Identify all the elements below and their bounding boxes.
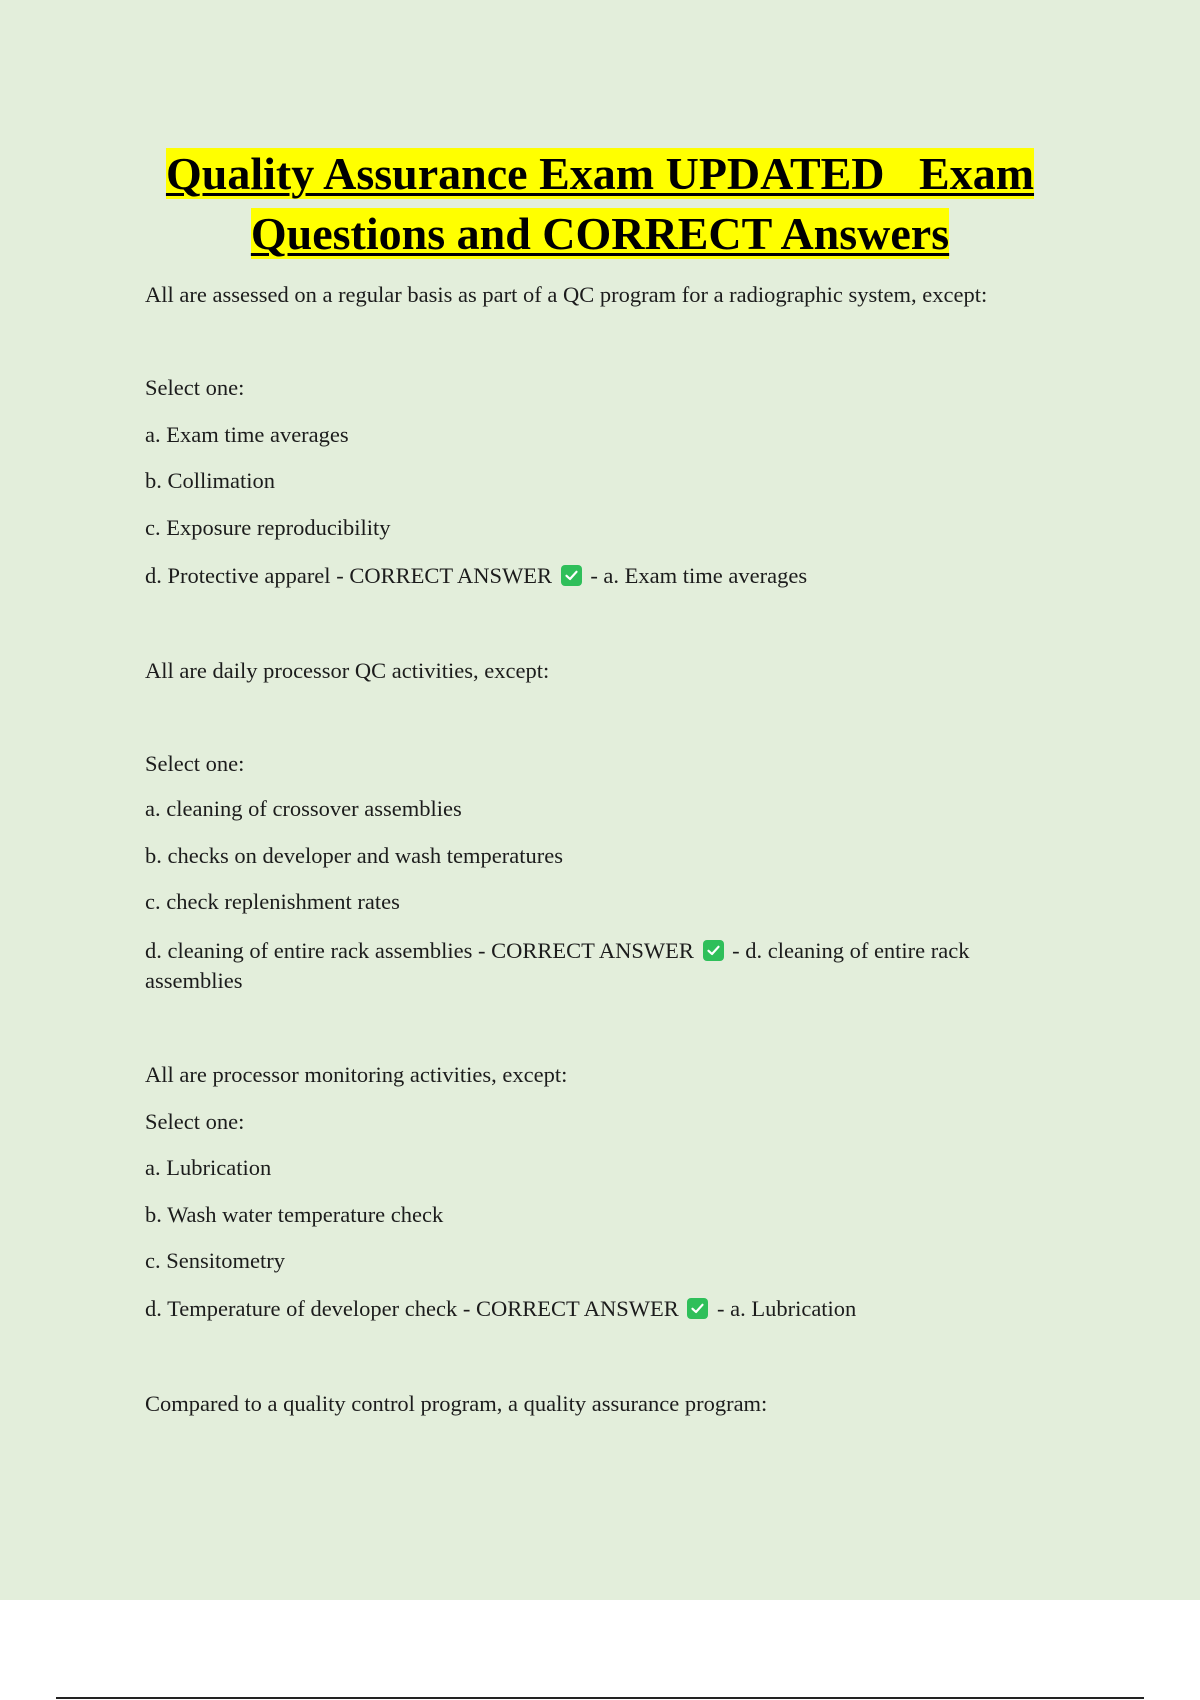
question-1-option-d: d. Protective apparel - CORRECT ANSWER - a. Exam time averages — [145, 563, 808, 588]
question-2-option-b: b. checks on developer and wash temperatures — [145, 843, 563, 868]
question-2-option-c: c. check replenishment rates — [145, 889, 400, 914]
question-3-option-c: c. Sensitometry — [145, 1248, 285, 1273]
check-mark-icon — [703, 940, 724, 961]
question-1-prompt: All are assessed on a regular basis as part of a QC program for a radiographic system, except: — [145, 282, 988, 307]
check-mark-icon — [687, 1298, 708, 1319]
question-2-select-label: Select one: — [145, 751, 245, 776]
question-3-option-a: a. Lubrication — [145, 1155, 272, 1180]
correct-answer-label: CORRECT ANSWER — [475, 1296, 679, 1321]
question-2-prompt: All are daily processor QC activities, except: — [145, 658, 550, 683]
question-2-answer: - d. cleaning of entire rack — [732, 938, 970, 963]
question-1-option-c: c. Exposure reproducibility — [145, 515, 391, 540]
question-2-answer-continued: assemblies — [145, 968, 243, 993]
question-3-select-label: Select one: — [145, 1109, 245, 1134]
question-2-option-a: a. cleaning of crossover assemblies — [145, 796, 462, 821]
question-3-answer: - a. Lubrication — [716, 1296, 857, 1321]
question-2-option-d: d. cleaning of entire rack assemblies - CORRECT ANSWER - d. cleaning of entire rack — [145, 938, 970, 963]
question-2-option-d-text: d. cleaning of entire rack assemblies — [145, 938, 473, 963]
title-line-1: Quality Assurance Exam UPDATED Exam — [165, 148, 1035, 199]
check-mark-icon — [561, 565, 582, 586]
title-line-2: Questions and CORRECT Answers — [250, 208, 950, 259]
question-1-option-a: a. Exam time averages — [145, 422, 349, 447]
question-1-option-b: b. Collimation — [145, 468, 276, 493]
question-3-option-d: d. Temperature of developer check - CORRECT ANSWER - a. Lubrication — [145, 1296, 857, 1321]
correct-answer-label: CORRECT ANSWER — [491, 938, 694, 963]
question-1-select-label: Select one: — [145, 375, 245, 400]
footer-divider — [56, 1697, 1144, 1699]
question-1-answer: - a. Exam time averages — [590, 563, 808, 588]
document-title — [100, 144, 1100, 264]
question-4-prompt: Compared to a quality control program, a quality assurance program: — [145, 1391, 768, 1416]
correct-answer-label: CORRECT ANSWER — [349, 563, 553, 588]
question-3-prompt: All are processor monitoring activities, except: — [145, 1062, 568, 1087]
question-3-option-b: b. Wash water temperature check — [145, 1202, 444, 1227]
question-3-option-d-text: d. Temperature of developer check — [145, 1296, 458, 1321]
question-1-option-d-text: d. Protective apparel — [145, 563, 331, 588]
